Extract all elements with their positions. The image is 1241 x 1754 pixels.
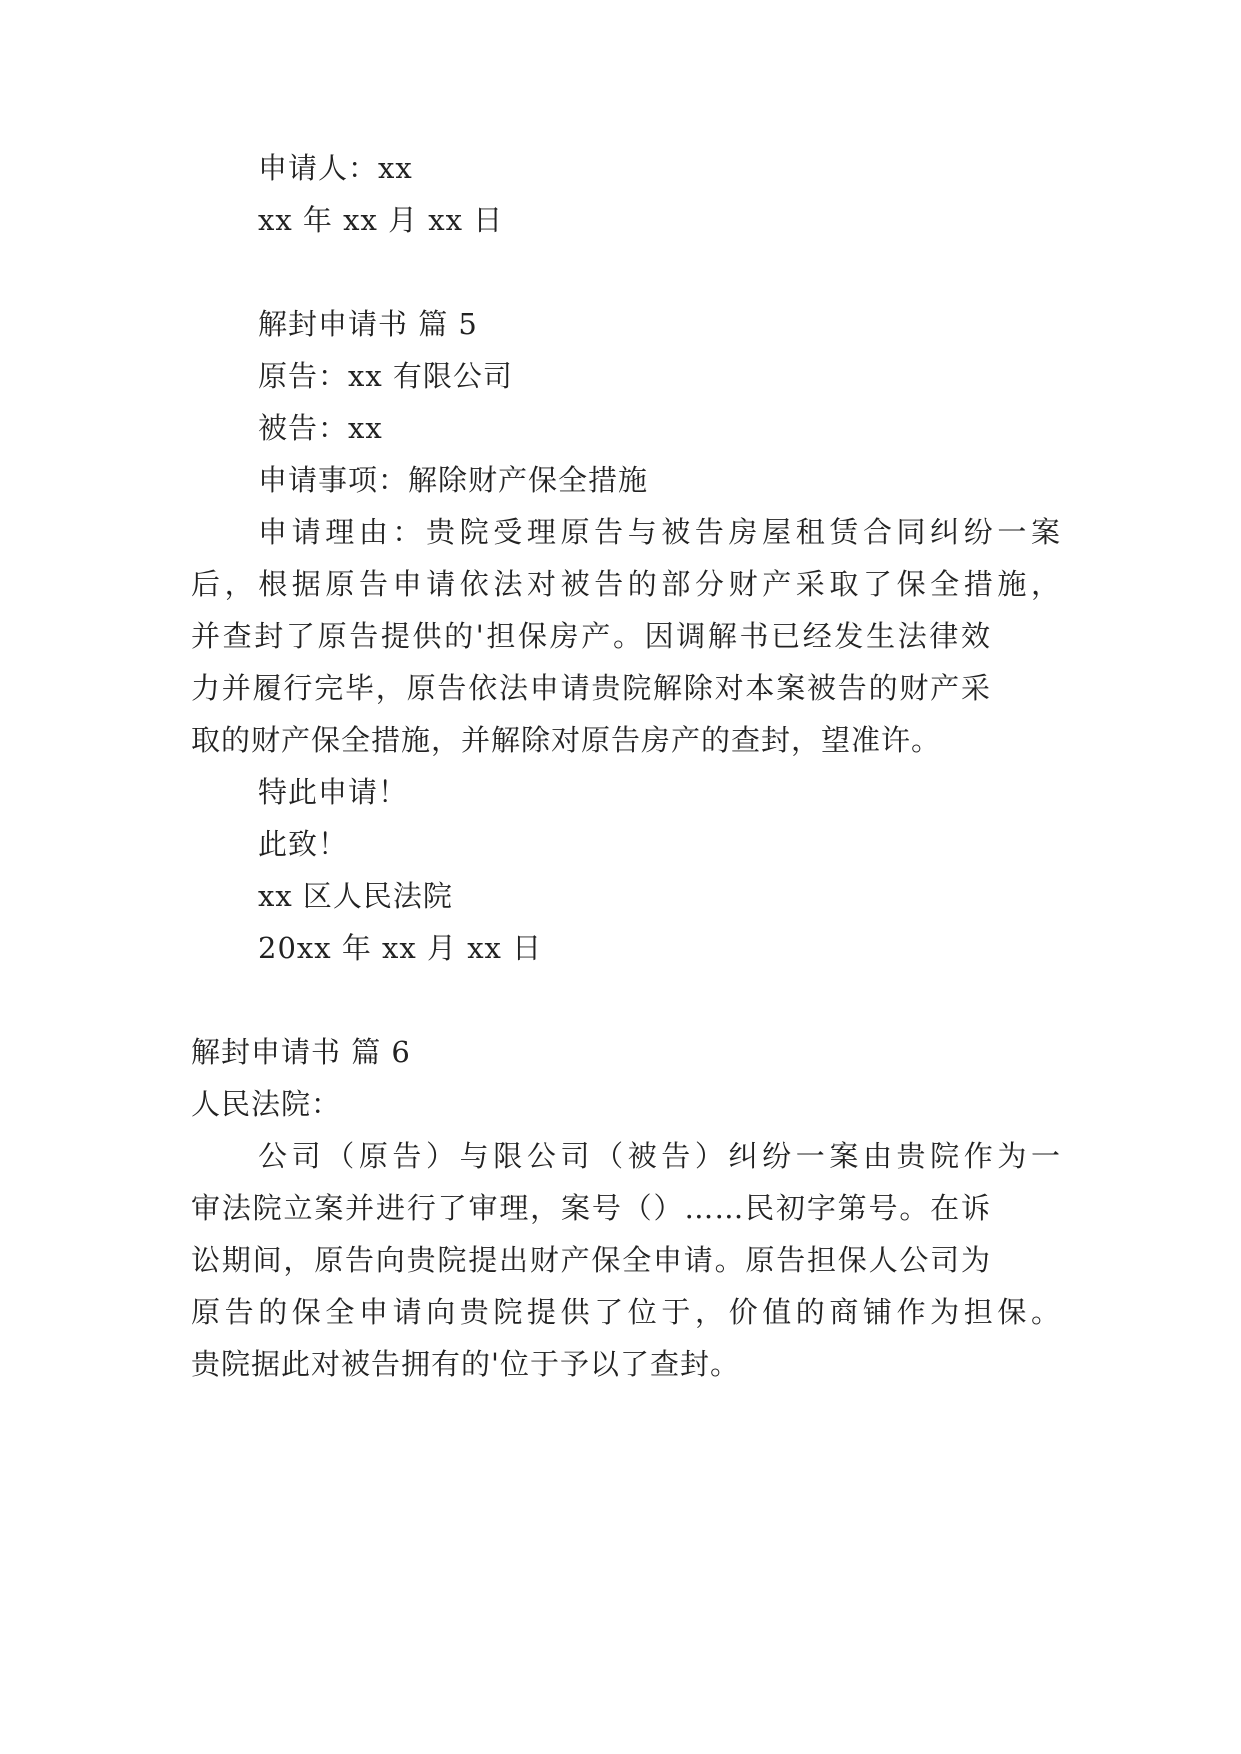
date-line: 20xx 年 xx 月 xx 日 [258, 931, 543, 965]
section-title: 解封申请书 篇 6 [191, 1035, 411, 1069]
date-line: xx 年 xx 月 xx 日 [258, 203, 504, 237]
addressee-line: 人民法院： [191, 1087, 342, 1121]
defendant-line: 被告：xx [258, 411, 383, 445]
body-paragraph-line: 贵院据此对被告拥有的'位于予以了查封。 [191, 1347, 740, 1381]
reason-paragraph-line: 并查封了原告提供的'担保房产。因调解书已经发生法律效 [191, 619, 991, 653]
body-paragraph-line: 讼期间，原告向贵院提出财产保全申请。原告担保人公司为 [191, 1243, 991, 1277]
body-paragraph-line: 公司（原告）与限公司（被告）纠纷一案由贵院作为一 [258, 1139, 1061, 1173]
reason-paragraph-line: 力并履行完毕，原告依法申请贵院解除对本案被告的财产采 [191, 671, 991, 705]
reason-paragraph-line: 取的财产保全措施，并解除对原告房产的查封，望准许。 [191, 723, 942, 757]
court-line: xx 区人民法院 [258, 879, 453, 913]
closing-line: 特此申请！ [258, 775, 409, 809]
reason-paragraph-line: 申请理由：贵院受理原告与被告房屋租赁合同纠纷一案 [258, 515, 1061, 549]
salutation-line: 此致！ [258, 827, 349, 861]
section-title: 解封申请书 篇 5 [258, 307, 478, 341]
plaintiff-line: 原告：xx 有限公司 [258, 359, 513, 393]
matter-line: 申请事项：解除财产保全措施 [258, 463, 649, 497]
reason-paragraph-line: 后，根据原告申请依法对被告的部分财产采取了保全措施， [191, 567, 1061, 601]
applicant-line: 申请人：xx [258, 151, 413, 185]
body-paragraph-line: 原告的保全申请向贵院提供了位于，价值的商铺作为担保。 [191, 1295, 1061, 1329]
body-paragraph-line: 审法院立案并进行了审理，案号（）……民初字第号。在诉 [191, 1191, 991, 1225]
